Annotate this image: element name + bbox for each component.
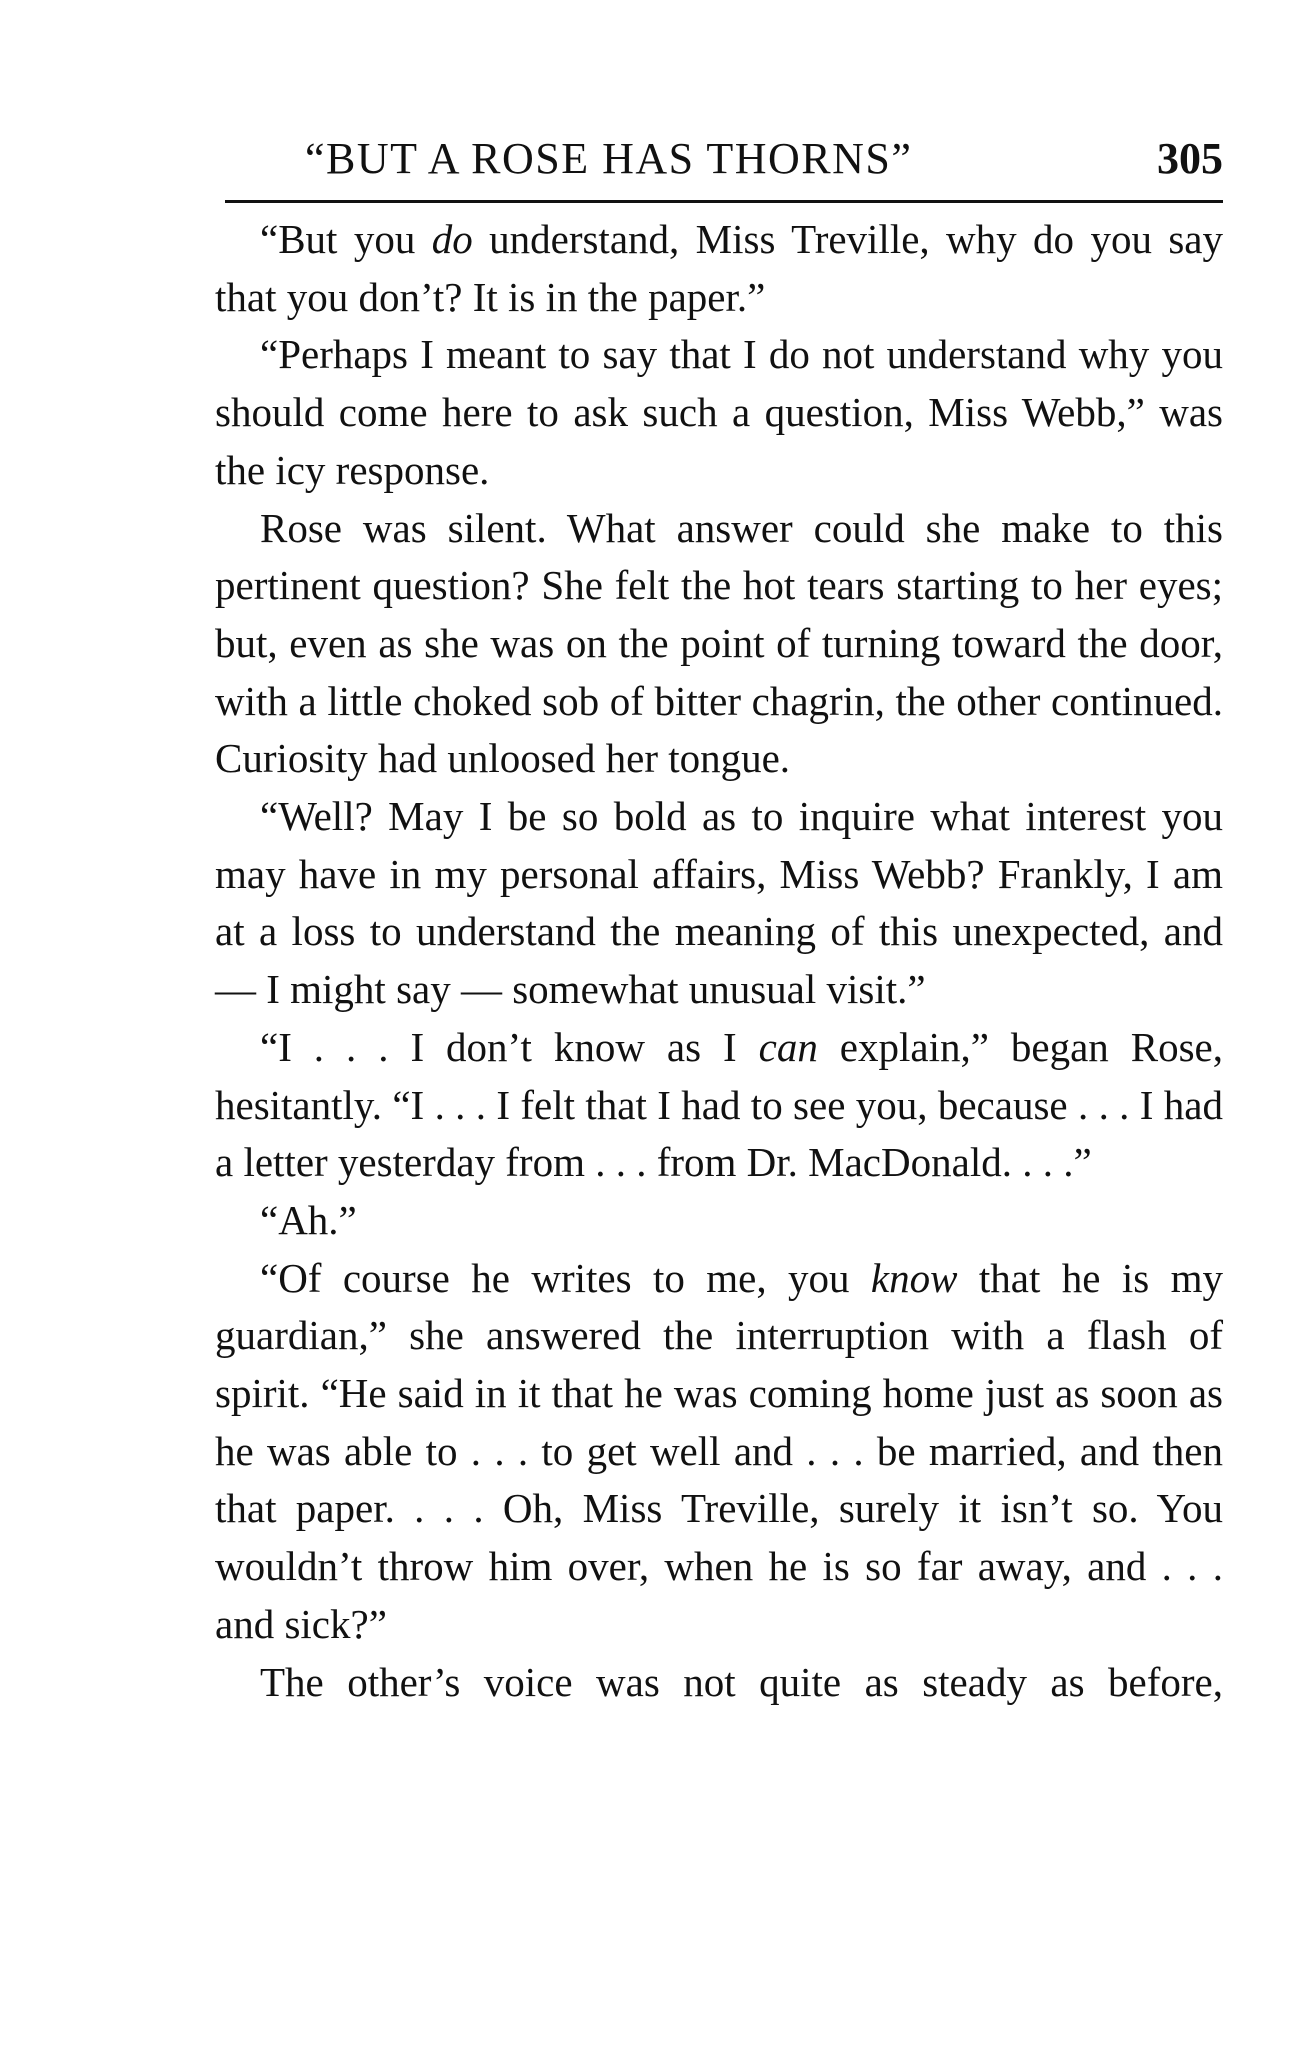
paragraph-5: “I . . . I don’t know as I can explain,” began Rose, hesitantly. “I . . . I felt that I had to see you, because . . . I had a letter yesterday from . . . from Dr. MacDonald. . . .” <box>215 1023 1223 1186</box>
paragraph-3: Rose was silent. What answer could she make to this pertinent question? She felt the hot tears starting to her eyes; but, even as she was on the point of turning toward the door, with a little choked sob of bitter chagrin, the other continued. Curiosity had unloosed her tongue. <box>215 504 1223 782</box>
paragraph-6: “Ah.” <box>260 1196 357 1243</box>
page-number: 305 <box>1157 134 1223 183</box>
paragraph-1: “But you do understand, Miss Treville, why do you say that you don’t? It is in the paper.” <box>215 216 1224 320</box>
running-title: “BUT A ROSE HAS THORNS” <box>305 134 913 183</box>
header-rule <box>225 200 1223 203</box>
emphasis-do: do <box>431 216 473 262</box>
book-page <box>215 128 1223 1711</box>
paragraph-8: The other’s voice was not quite as steady as before, <box>260 1658 1223 1705</box>
body-text <box>215 211 1223 1711</box>
paragraph-4: “Well? May I be so bold as to inquire what interest you may have in my personal affairs, Miss Webb? Frankly, I am at a loss to understand the meaning of this unexpected, and — I might say — somewhat unusual visit.” <box>215 793 1223 1013</box>
running-head <box>215 128 1223 190</box>
paragraph-7: “Of course he writes to me, you know that he is my guardian,” she answered the interruption with a flash of spirit. “He said in it that he was coming home just as soon as he was able to . . . to get well and . . . be married, and then that paper. . . . Oh, Miss Treville, surely it isn’t so. You wouldn’t throw him over, when he is so far away, and . . . and sick?” <box>215 1254 1223 1647</box>
emphasis-know: know <box>870 1254 958 1301</box>
paragraph-2: “Perhaps I meant to say that I do not understand why you should come here to ask such a question, Miss Webb,” was the icy response. <box>215 331 1223 493</box>
emphasis-can: can <box>758 1023 818 1070</box>
